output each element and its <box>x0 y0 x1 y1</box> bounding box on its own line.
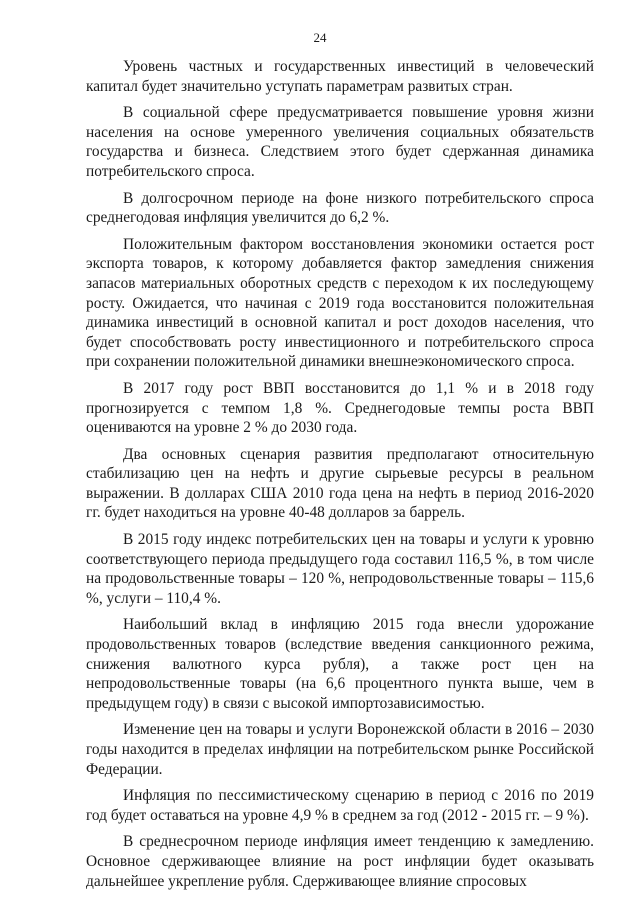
page-number: 24 <box>313 30 327 45</box>
body-text <box>86 57 594 898</box>
paragraph-recovery-factor: Положительным фактором восстановления экономики остается рост экспорта товаров, к которому добавляется фактор замедления снижения запасов материальных оборотных средств с переходом к их последующему росту. Ожидается, что начиная с 2019 года восстановится положительная динамика инвестиций в основной капитал и рост доходов населения, что будет способствовать росту инвестиционного и потребительского спроса при сохранении положительной динамики внешнеэкономического спроса. <box>86 235 594 371</box>
paragraph-social-sphere: В социальной сфере предусматривается повышение уровня жизни населения на основе умеренного увеличения социальных обязательств государства и бизнеса. Следствием этого будет сдержанная динамика потребительского спроса. <box>86 104 594 180</box>
paragraph-human-capital: Уровень частных и государственных инвестиций в человеческий капитал будет значительно уступать параметрам развитых стран. <box>86 58 594 95</box>
paragraph-oil-prices: Два основных сценария развития предполагают относительную стабилизацию цен на нефть и другие сырьевые ресурсы в реальном выражении. В долларах США 2010 года цена на нефть в период 2016-2020 гг. будет находиться на уровне 40-48 долларов за баррель. <box>86 445 594 522</box>
paragraph-long-term-inflation: В долгосрочном периоде на фоне низкого потребительского спроса среднегодовая инфляция увеличится до 6,2 %. <box>86 189 594 227</box>
paragraph-cpi-2015: В 2015 году индекс потребительских цен на товары и услуги к уровню соответствующего периода предыдущего года составил 116,5 %, в том числе на продовольственные товары – 120 %, непродовольственные товары – 115,6 %, услуги – 110,4 %. <box>86 531 594 607</box>
paragraph-voronezh-prices: Изменение цен на товары и услуги Воронежской области в 2016 – 2030 годы находится в пределах инфляции на потребительском рынке Российской Федерации. <box>86 721 594 778</box>
paragraph-gdp-growth: В 2017 году рост ВВП восстановится до 1,1 % и в 2018 году прогнозируется с темпом 1,8 %. Среднегодовые темпы роста ВВП оцениваются на уровне 2 % до 2030 года. <box>86 379 594 437</box>
paragraph-inflation-contribution: Наибольший вклад в инфляцию 2015 года внесли удорожание продовольственных товаров (вследствие введения санкционного режима, снижения валютного курса рубля), а также рост цен на непродовольственные товары (на 6,6 процентного пункта выше, чем в предыдущем году) в связи с высокой импортозависимостью. <box>86 616 594 712</box>
paragraph-pessimistic-scenario: Инфляция по пессимистическому сценарию в период с 2016 по 2019 год будет оставаться на уровне 4,9 % в среднем за год (2012 - 2015 гг. – 9 %). <box>86 787 594 824</box>
paragraph-medium-term: В среднесрочном периоде инфляция имеет тенденцию к замедлению. Основное сдерживающее влияние на рост инфляции будет оказывать дальнейшее укрепление рубля. Сдерживающее влияние спросовых <box>86 833 594 890</box>
